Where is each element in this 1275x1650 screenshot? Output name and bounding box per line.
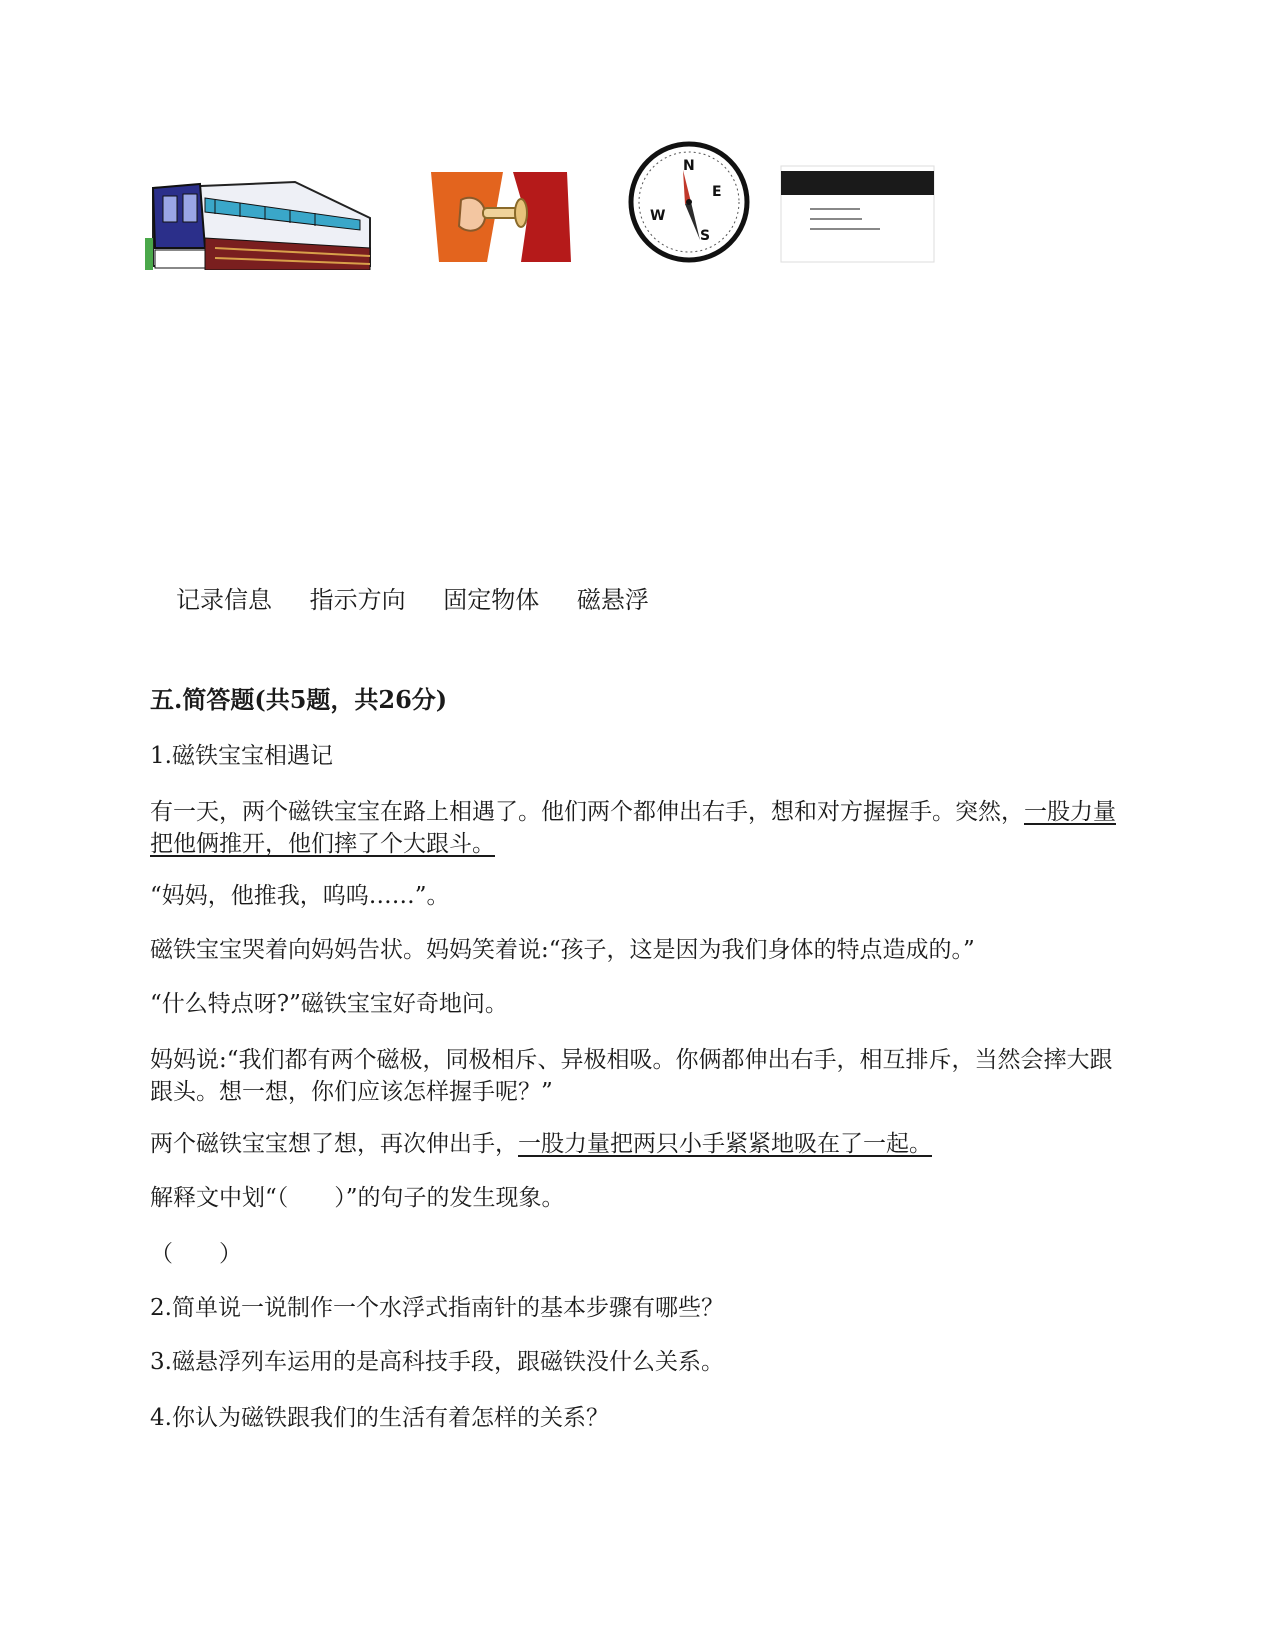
question-4: 4.你认为磁铁跟我们的生活有着怎样的关系？ xyxy=(150,1405,609,1431)
question-3: 3.磁悬浮列车运用的是高科技手段，跟磁铁没什么关系。 xyxy=(150,1349,724,1375)
svg-text:E: E xyxy=(712,184,722,200)
label-record-info: 记录信息 xyxy=(176,586,272,614)
q1-paragraph-4: “什么特点呀?”磁铁宝宝好奇地问。 xyxy=(150,991,508,1017)
q1-p6-underlined: 一股力量把两只小手紧紧地吸在了一起。 xyxy=(518,1131,932,1157)
q1-paragraph-2: “妈妈，他推我，呜呜……”。 xyxy=(150,883,450,909)
magnetic-card-image xyxy=(780,165,935,263)
label-fix-objects: 固定物体 xyxy=(443,586,540,614)
q1-answer-blank[interactable]: （ ） xyxy=(150,1241,242,1267)
q1-paragraph-3: 磁铁宝宝哭着向妈妈告状。妈妈笑着说:“孩子，这是因为我们身体的特点造成的。” xyxy=(150,937,975,963)
q1-p6-plain: 两个磁铁宝宝想了想，再次伸出手， xyxy=(150,1131,518,1157)
label-indicate-direction: 指示方向 xyxy=(309,586,406,614)
svg-text:N: N xyxy=(683,158,695,174)
svg-text:S: S xyxy=(700,228,711,244)
section-heading: 五.简答题(共5题，共26分) xyxy=(150,685,448,714)
q1-p1-underlined: 一股力量把他俩推开，他们摔了个大跟斗。 xyxy=(150,799,1116,857)
q1-prompt: 解释文中划“（ ）”的句子的发生现象。 xyxy=(150,1185,565,1211)
q1-p1-plain: 有一天，两个磁铁宝宝在路上相遇了。他们两个都伸出右手，想和对方握握手。突然， xyxy=(150,799,1024,825)
question-2: 2.简单说一说制作一个水浮式指南针的基本步骤有哪些？ xyxy=(150,1295,724,1321)
q1-paragraph-6 xyxy=(150,1128,1130,1160)
compass-image xyxy=(628,140,750,264)
q1-paragraph-1 xyxy=(150,796,1130,860)
usage-labels xyxy=(176,580,679,615)
svg-text:W: W xyxy=(650,208,666,224)
q1-title: 1.磁铁宝宝相遇记 xyxy=(150,743,333,769)
magnet-pin-image xyxy=(425,170,573,265)
q1-paragraph-5: 妈妈说:“我们都有两个磁极，同极相斥、异极相吸。你俩都伸出右手，相互排斥，当然会摔大跟跟头。想一想，你们应该怎样握手呢？” xyxy=(150,1047,1113,1105)
maglev-train-image xyxy=(145,178,375,270)
label-maglev: 磁悬浮 xyxy=(576,586,649,614)
